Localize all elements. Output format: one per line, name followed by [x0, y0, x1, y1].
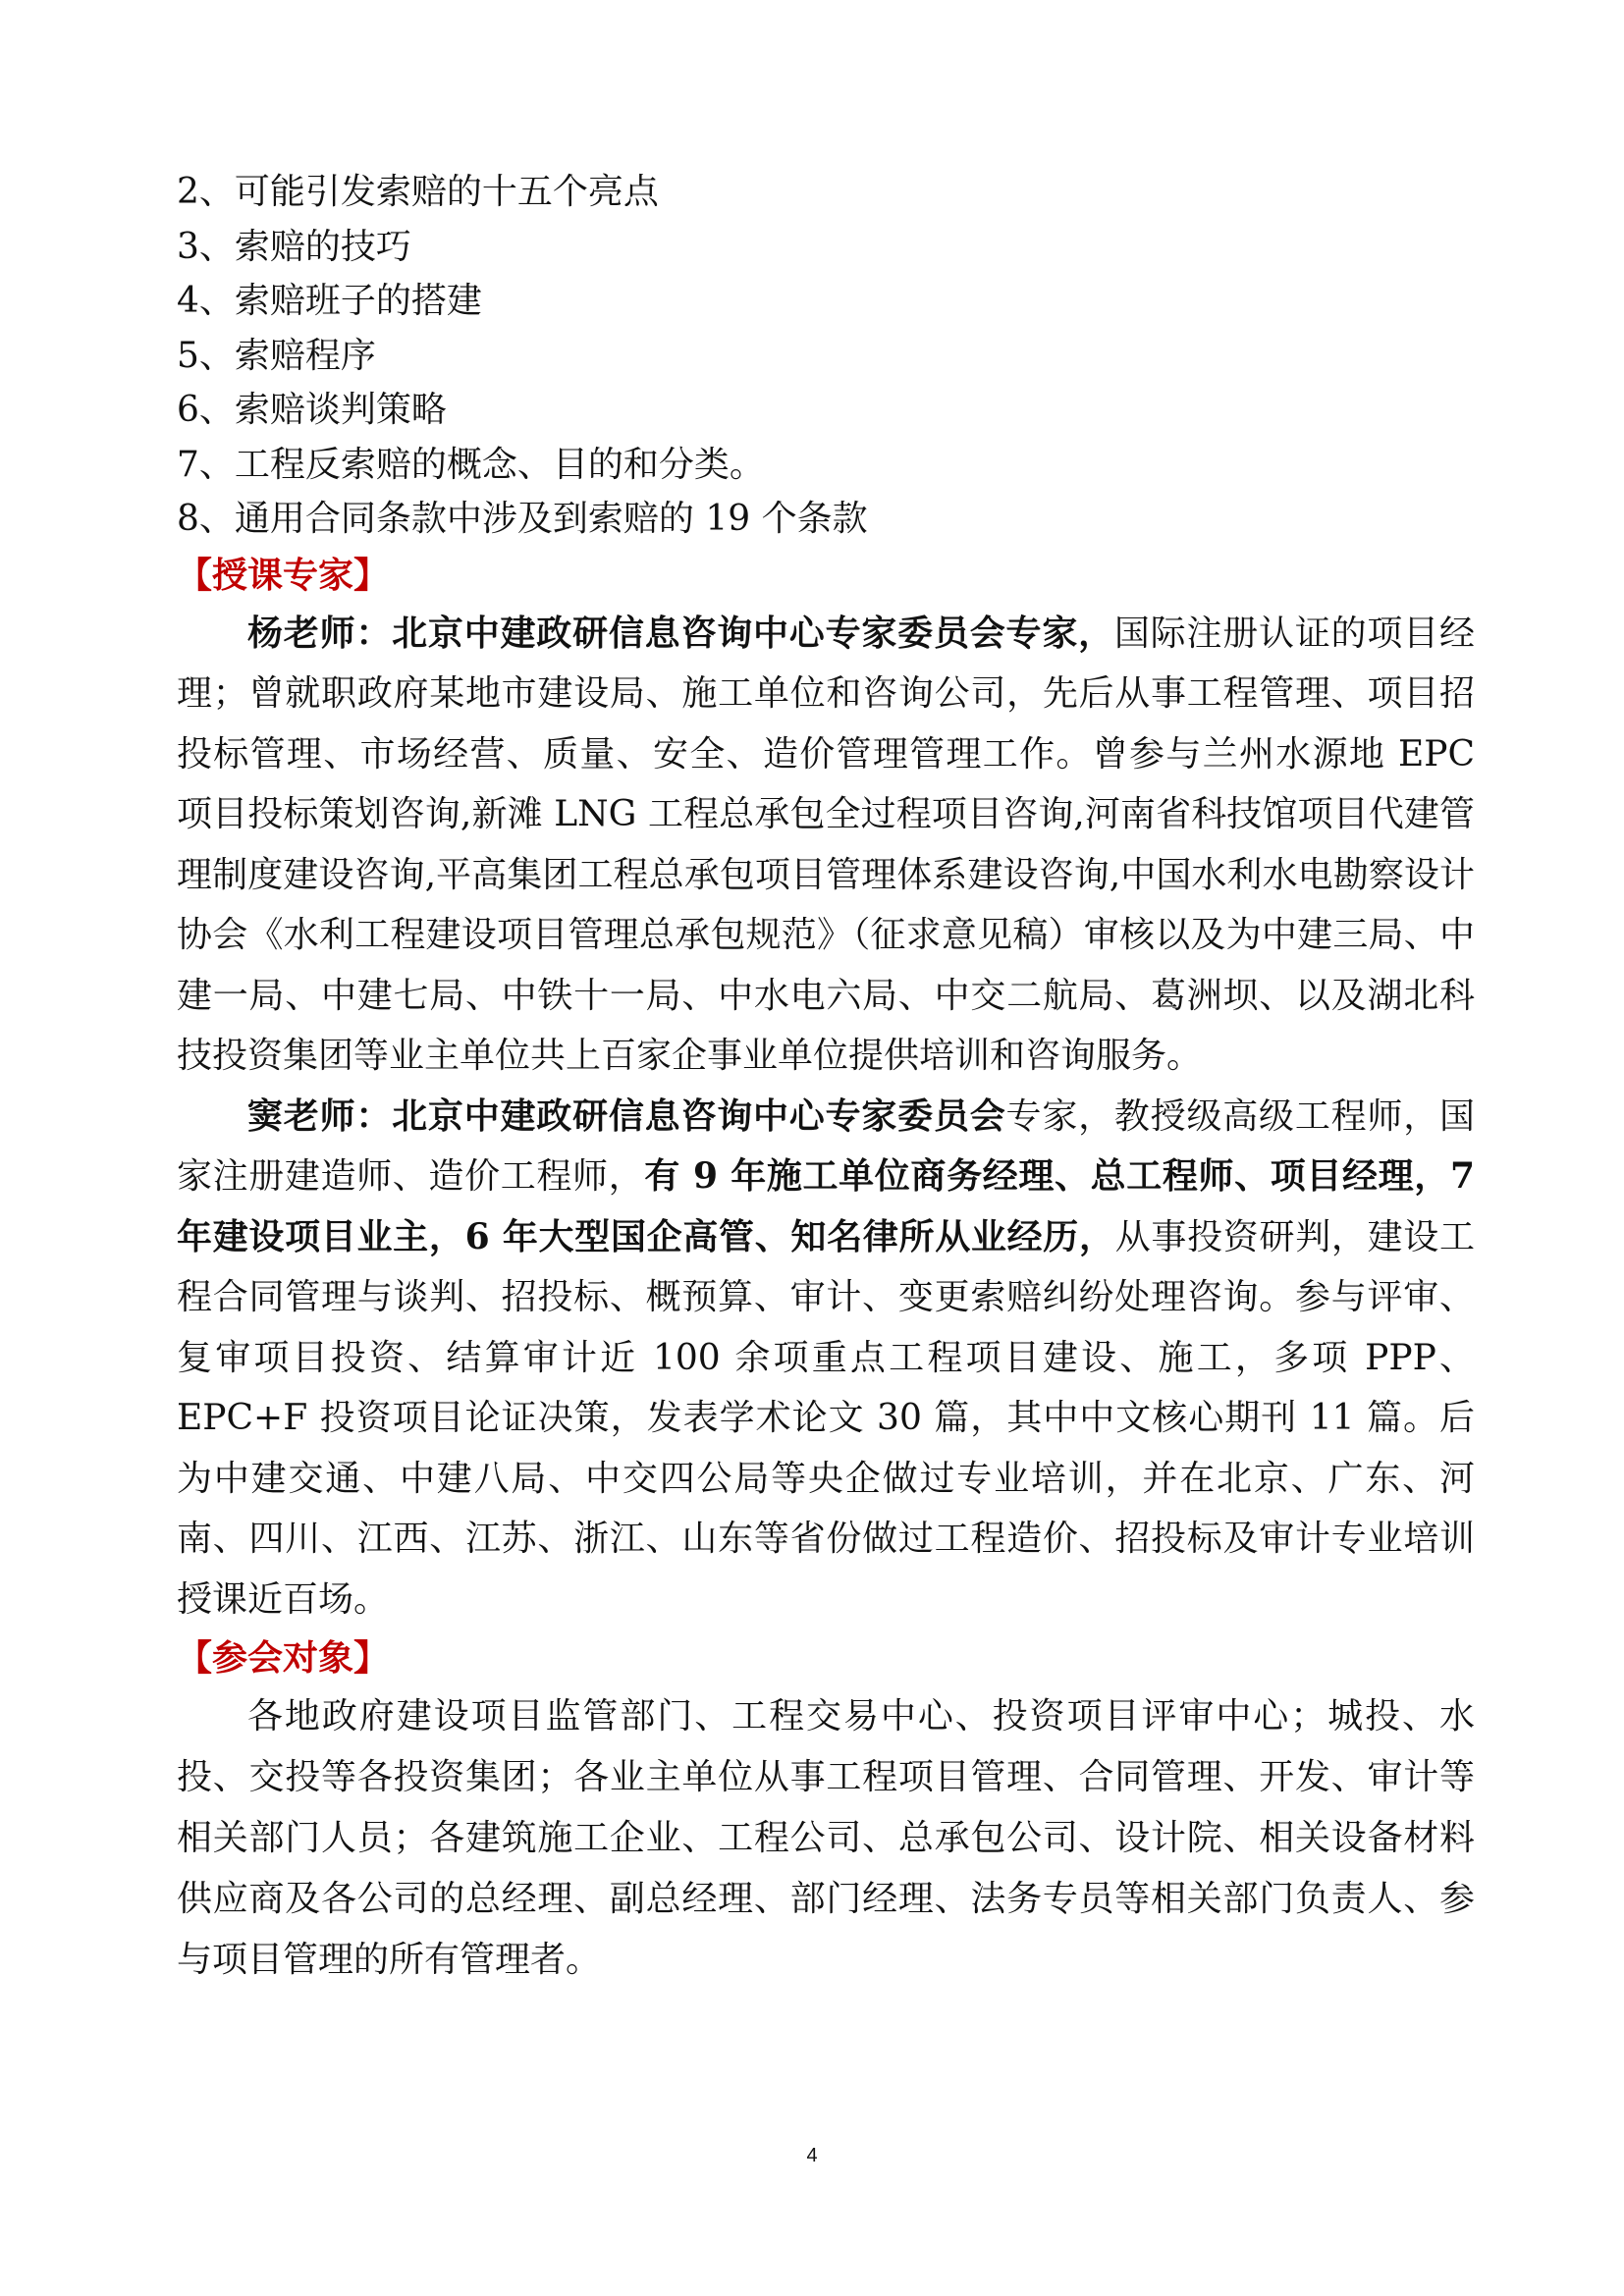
document-page	[177, 165, 1475, 1991]
expert-yang-body: 国际注册认证的项目经理；曾就职政府某地市建设局、施工单位和咨询公司，先后从事工程管理、项目招投标管理、市场经营、质量、安全、造价管理管理工作。曾参与兰州水源地 EPC 项目投标策划咨询,新滩 LNG 工程总承包全过程项目咨询,河南省科技馆项目代建管理制度建设咨询,平高集团工程总承包项目管理体系建设咨询,中国水利水电勘察设计协会《水利工程建设项目管理总承包规范》（征求意见稿）审核以及为中建三局、中建一局、中建七局、中铁十一局、中水电六局、中交二航局、葛洲坝、以及湖北科技投资集团等业主单位共上百家企事业单位提供培训和咨询服务。	[177, 613, 1475, 1076]
outline-list	[177, 165, 1475, 547]
expert-bio-dou	[177, 1087, 1475, 1630]
expert-bio-yang	[177, 604, 1475, 1087]
outline-item-3: 3、索赔的技巧	[177, 226, 411, 267]
audience-heading: 【参会对象】	[177, 1637, 390, 1679]
expert-dou-body2: 从事投资研判，建设工程合同管理与谈判、招投标、概预算、审计、变更索赔纠纷处理咨询。参与评审、复审项目投资、结算审计近 100 余项重点工程项目建设、施工，多项 PPP、EPC+F 投资项目论证决策，发表学术论文 30 篇，其中中文核心期刊 11 篇。后为中建交通、中建八局、中交四公局等央企做过专业培训，并在北京、广东、河南、四川、江西、江苏、浙江、山东等省份做过工程造价、招投标及审计专业培训授课近百场。	[177, 1216, 1475, 1620]
outline-item-5: 5、索赔程序	[177, 335, 376, 376]
outline-item-4: 4、索赔班子的搭建	[177, 281, 482, 321]
outline-item-8: 8、通用合同条款中涉及到索赔的 19 个条款	[177, 499, 868, 539]
expert-dou-lead: 窦老师：北京中建政研信息咨询中心专家委员会	[247, 1095, 1006, 1137]
outline-item-2: 2、可能引发索赔的十五个亮点	[177, 172, 659, 212]
audience-paragraph: 各地政府建设项目监管部门、工程交易中心、投资项目评审中心；城投、水投、交投等各投资集团；各业主单位从事工程项目管理、合同管理、开发、审计等相关部门人员；各建筑施工企业、工程公司、总承包公司、设计院、相关设备材料供应商及各公司的总经理、副总经理、部门经理、法务专员等相关部门负责人、参与项目管理的所有管理者。	[177, 1696, 1475, 1980]
expert-yang-lead: 杨老师：北京中建政研信息咨询中心专家委员会专家，	[247, 612, 1114, 654]
page-number: 4	[806, 2145, 818, 2166]
outline-item-6: 6、索赔谈判策略	[177, 390, 447, 430]
outline-item-7: 7、工程反索赔的概念、目的和分类。	[177, 444, 765, 485]
expert-dou-body1: 专家，教授级高级工程师，国家注册建造师、造价工程师，	[177, 1095, 1475, 1197]
expert-dou-highlight: 有 9 年施工单位商务经理、总工程师、项目经理，7 年建设项目业主，6 年大型国企高管、知名律所从业经历，	[177, 1155, 1475, 1257]
experts-heading: 【授课专家】	[177, 554, 390, 596]
